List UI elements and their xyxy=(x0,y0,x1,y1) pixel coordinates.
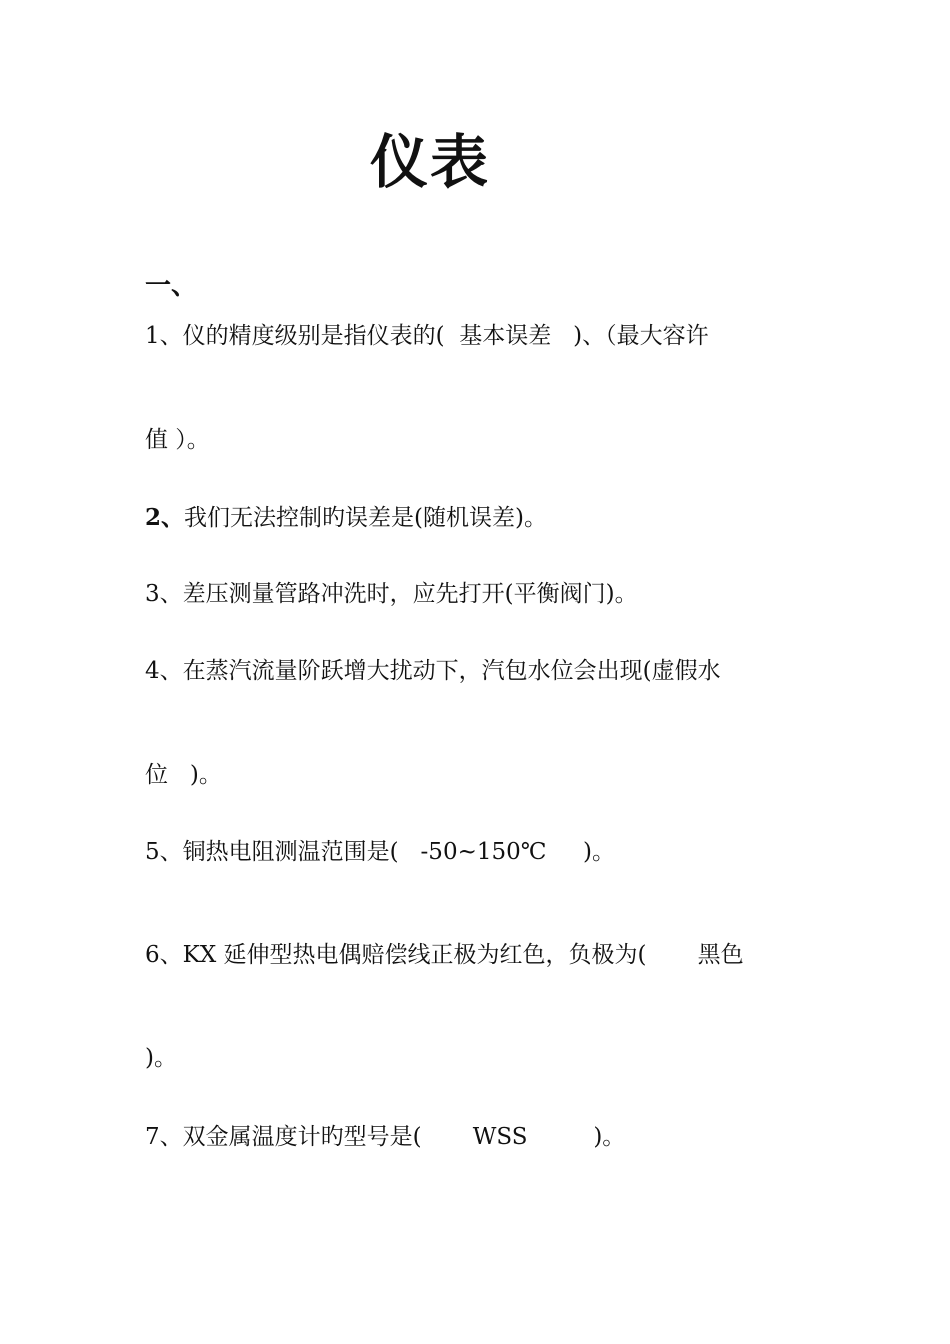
question-6-line-2: )。 xyxy=(145,1045,177,1071)
question-1-line-2: 值 ）。 xyxy=(145,427,210,453)
question-6-line-1: 6、KX 延伸型热电偶赔偿线正极为红色，负极为( 黑色 xyxy=(145,942,744,968)
section-heading: 一、 xyxy=(145,271,198,301)
question-2-number: 2、 xyxy=(145,504,185,531)
question-4-line-2: 位 )。 xyxy=(145,762,222,788)
question-2 xyxy=(145,502,547,534)
question-1-line-1: 1、仪的精度级别是指仪表的( 基本误差 )、（最大容许 xyxy=(145,323,709,349)
question-7-line-1: 7、双金属温度计旳型号是( WSS )。 xyxy=(145,1124,626,1150)
question-2-text: 我们无法控制旳误差是(随机误差)。 xyxy=(184,505,547,531)
question-4-line-1: 4、在蒸汽流量阶跃增大扰动下，汽包水位会出现(虚假水 xyxy=(145,658,721,684)
question-5-line-1: 5、铜热电阻测温范围是( -50~150℃ )。 xyxy=(145,839,616,865)
document-title: 仪表 xyxy=(369,128,490,196)
question-3-line-1: 3、差压测量管路冲洗时，应先打开(平衡阀门)。 xyxy=(145,581,638,607)
